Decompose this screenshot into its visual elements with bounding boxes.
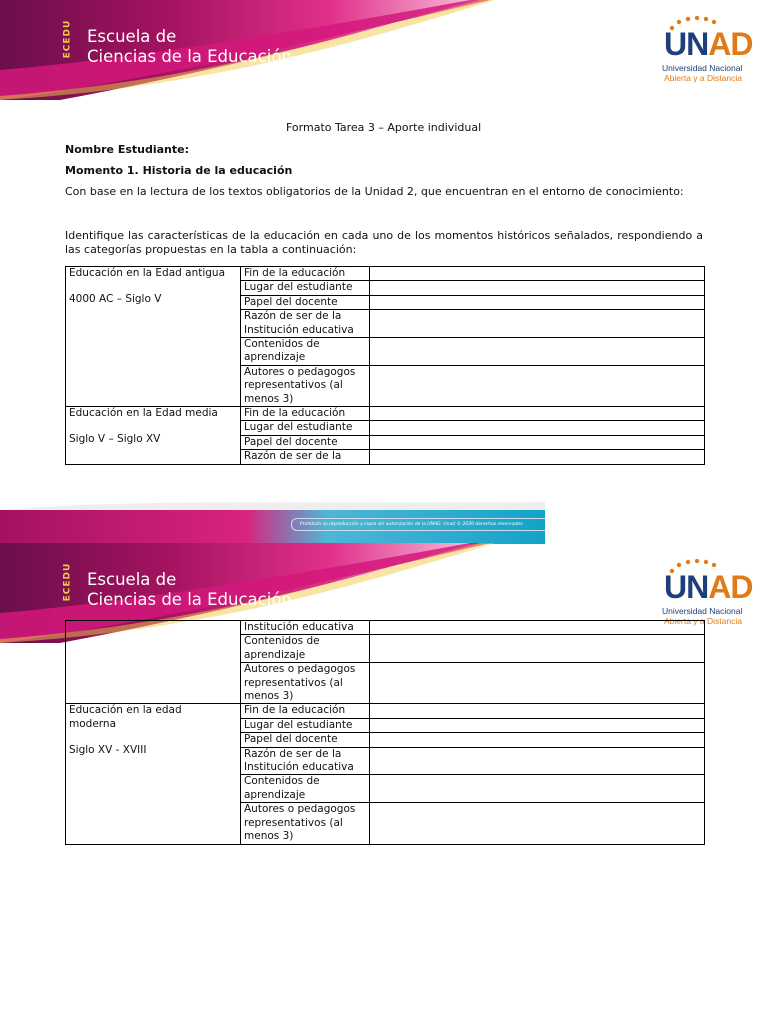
table-row bbox=[66, 621, 705, 635]
category-razon: Razón de ser de la bbox=[241, 450, 370, 464]
school-name-line2: Ciencias de la Educación bbox=[87, 590, 292, 609]
unad-logo bbox=[662, 16, 753, 88]
logo-sub2: Abierta y a Distancia bbox=[664, 616, 742, 626]
category-contenidos bbox=[241, 338, 370, 366]
intro-text: Con base en la lectura de los textos obligatorios de la Unidad 2, que encuentran en el entorno de conocimiento: bbox=[65, 185, 684, 198]
answer-cell[interactable] bbox=[370, 310, 705, 338]
category-line: aprendizaje bbox=[244, 648, 306, 661]
moment-title: Momento 1. Historia de la educación bbox=[65, 164, 293, 177]
table-row bbox=[66, 267, 705, 281]
category-lugar: Lugar del estudiante bbox=[241, 718, 370, 732]
school-name-line2: Ciencias de la Educación bbox=[87, 47, 292, 66]
era-period: Siglo V – Siglo XV bbox=[69, 433, 161, 446]
category-line: Autores o pedagogos bbox=[244, 663, 356, 676]
category-line: aprendizaje bbox=[244, 788, 306, 801]
answer-cell[interactable] bbox=[370, 365, 705, 406]
answer-cell[interactable] bbox=[370, 338, 705, 366]
category-lugar: Lugar del estudiante bbox=[241, 421, 370, 435]
footer-notice: Prohibida su reproducción y copia sin autorización de la UNAD. Unad © 2020 derechos reservados. bbox=[291, 518, 545, 531]
category-line: Contenidos de bbox=[244, 775, 320, 788]
category-line: menos 3) bbox=[244, 830, 294, 843]
era-name: Educación en la edad bbox=[69, 704, 182, 717]
era-period: Siglo XV - XVIII bbox=[69, 744, 147, 757]
answer-cell[interactable] bbox=[370, 450, 705, 464]
answer-cell[interactable] bbox=[370, 435, 705, 449]
logo-sub1: Universidad Nacional bbox=[662, 63, 743, 73]
category-line: representativos (al bbox=[244, 816, 343, 829]
answer-cell[interactable] bbox=[370, 803, 705, 844]
category-line: Contenidos de bbox=[244, 635, 320, 648]
table-row bbox=[66, 407, 705, 421]
category-papel: Papel del docente bbox=[241, 295, 370, 309]
category-fin: Fin de la educación bbox=[241, 407, 370, 421]
category-lugar: Lugar del estudiante bbox=[241, 281, 370, 295]
answer-cell[interactable] bbox=[370, 733, 705, 747]
category-contenidos bbox=[241, 775, 370, 803]
logo-sub2: Abierta y a Distancia bbox=[664, 73, 742, 83]
answer-cell[interactable] bbox=[370, 267, 705, 281]
category-contenidos bbox=[241, 635, 370, 663]
category-line: representativos (al bbox=[244, 676, 343, 689]
era-ancient bbox=[66, 267, 241, 407]
answer-cell[interactable] bbox=[370, 663, 705, 704]
answer-cell[interactable] bbox=[370, 407, 705, 421]
logo-wordmark: UNAD bbox=[664, 569, 753, 605]
era-name: Educación en la Edad antigua bbox=[69, 267, 226, 279]
category-line: menos 3) bbox=[244, 690, 294, 703]
category-razon bbox=[241, 310, 370, 338]
answer-cell[interactable] bbox=[370, 704, 705, 718]
era-period: 4000 AC – Siglo V bbox=[69, 293, 162, 306]
history-table-part2 bbox=[65, 620, 705, 845]
answer-cell[interactable] bbox=[370, 635, 705, 663]
answer-cell[interactable] bbox=[370, 421, 705, 435]
instruction-text: Identifique las características de la educación en cada uno de los momentos históricos señalados, respondiendo a las categorías propuestas en la tabla a continuación: bbox=[65, 229, 703, 256]
answer-cell[interactable] bbox=[370, 281, 705, 295]
answer-cell[interactable] bbox=[370, 295, 705, 309]
category-papel: Papel del docente bbox=[241, 733, 370, 747]
category-fin: Fin de la educación bbox=[241, 704, 370, 718]
category-line: representativos (al bbox=[244, 379, 343, 392]
category-line: aprendizaje bbox=[244, 351, 306, 364]
answer-cell[interactable] bbox=[370, 747, 705, 775]
ecedu-mark: ECEDU bbox=[62, 562, 73, 602]
logo-wordmark: UNAD bbox=[664, 26, 753, 62]
category-line: Autores o pedagogos bbox=[244, 365, 356, 378]
answer-cell[interactable] bbox=[370, 718, 705, 732]
page-footer bbox=[0, 498, 545, 544]
category-papel: Papel del docente bbox=[241, 435, 370, 449]
category-autores bbox=[241, 663, 370, 704]
school-name-line1: Escuela de bbox=[87, 570, 177, 589]
table-row bbox=[66, 704, 705, 718]
format-title: Formato Tarea 3 – Aporte individual bbox=[286, 121, 482, 134]
category-line: Contenidos de bbox=[244, 338, 320, 351]
answer-cell[interactable] bbox=[370, 621, 705, 635]
category-fin: Fin de la educación bbox=[241, 267, 370, 281]
category-autores bbox=[241, 365, 370, 406]
category-razon bbox=[241, 747, 370, 775]
category-line: Razón de ser de la bbox=[244, 747, 342, 760]
category-line: Institución educativa bbox=[244, 323, 354, 336]
logo-sub1: Universidad Nacional bbox=[662, 606, 743, 616]
category-line: Institución educativa bbox=[244, 761, 354, 774]
answer-cell[interactable] bbox=[370, 775, 705, 803]
category-line: menos 3) bbox=[244, 392, 294, 405]
header-banner bbox=[0, 0, 768, 100]
era-modern bbox=[66, 704, 241, 844]
category-line: Razón de ser de la bbox=[244, 310, 342, 323]
history-table-part1 bbox=[65, 266, 705, 465]
category-razon: Institución educativa bbox=[241, 621, 370, 635]
era-medieval-continued bbox=[66, 621, 241, 704]
category-autores bbox=[241, 803, 370, 844]
school-name-line1: Escuela de bbox=[87, 27, 177, 46]
era-medieval bbox=[66, 407, 241, 465]
student-label: Nombre Estudiante: bbox=[65, 143, 189, 156]
era-name: moderna bbox=[69, 717, 116, 730]
era-name: Educación en la Edad media bbox=[69, 407, 218, 420]
ecedu-mark: ECEDU bbox=[62, 19, 73, 59]
category-line: Autores o pedagogos bbox=[244, 803, 356, 816]
